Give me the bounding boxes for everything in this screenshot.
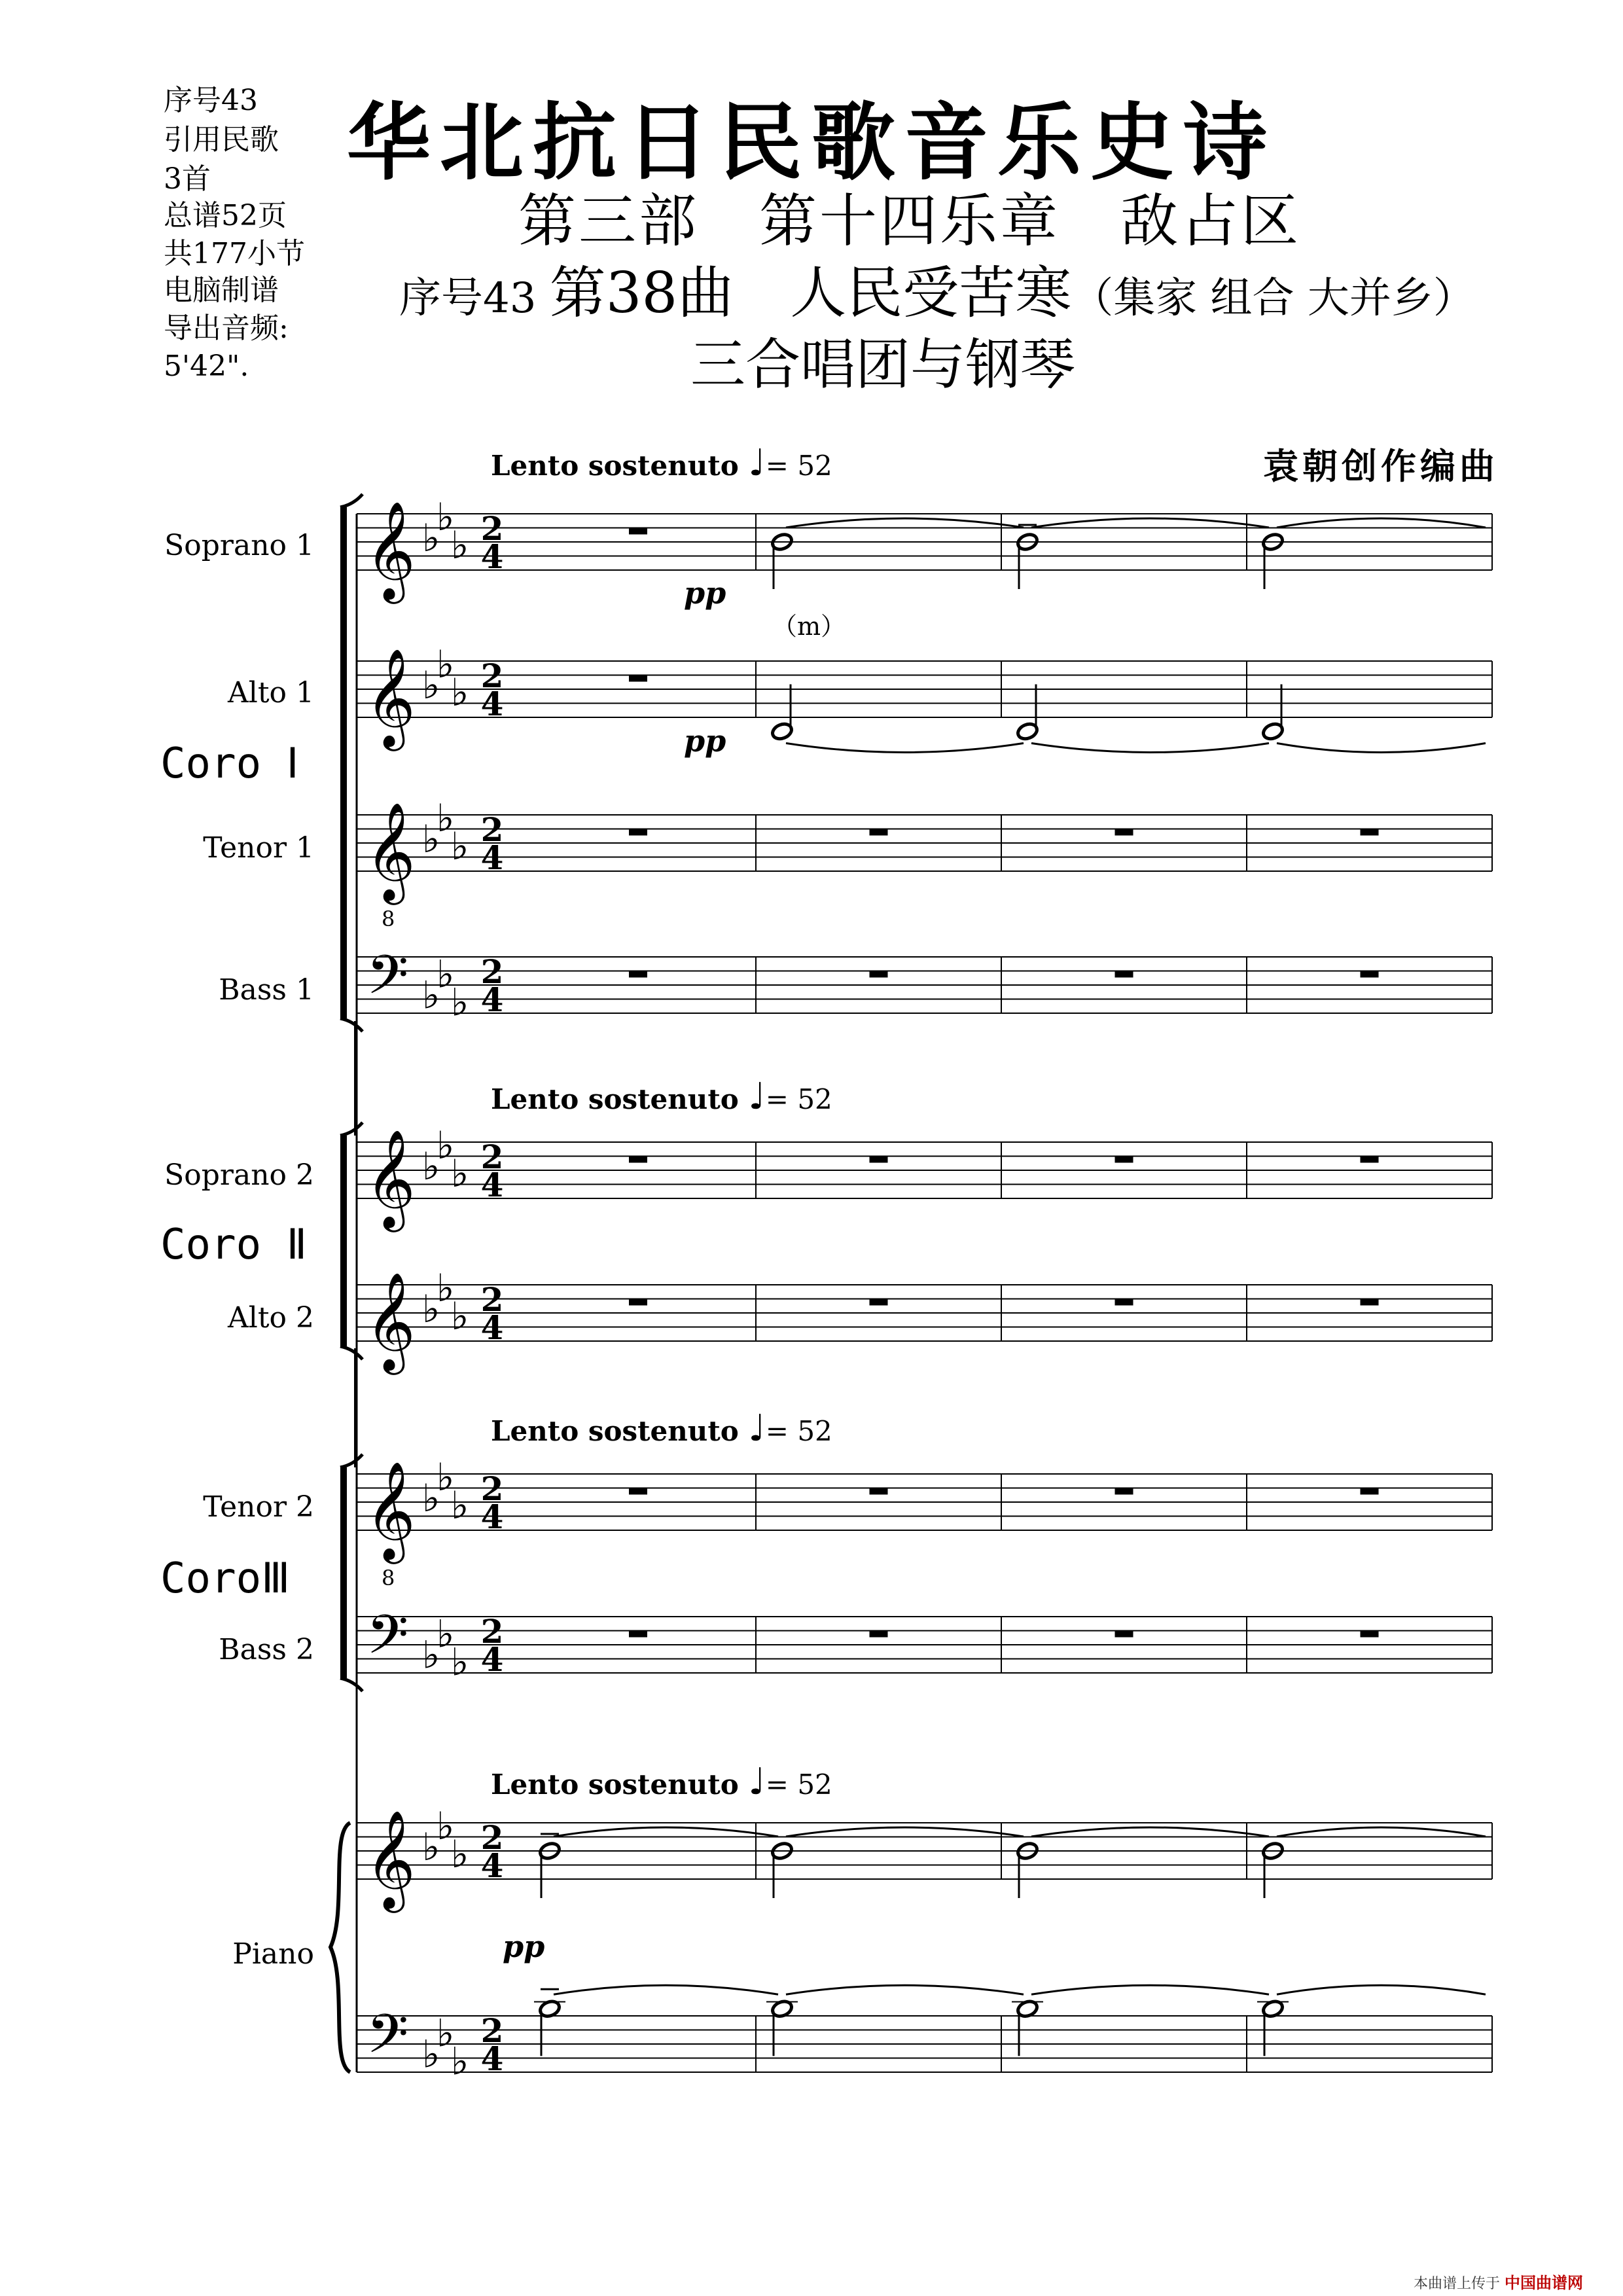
- treble-clef-icon: 𝄞: [365, 1809, 416, 1909]
- whole-rest: [629, 971, 647, 978]
- tie: [786, 518, 1024, 528]
- piano-brace: [330, 1823, 350, 2072]
- tie: [554, 1827, 778, 1837]
- bracket-hook: [340, 1018, 363, 1031]
- whole-rest: [1115, 1299, 1133, 1306]
- flat-icon: ♭: [451, 522, 469, 567]
- footer-watermark: [1414, 2270, 1583, 2293]
- piece-title: 第38曲 人民受苦寒: [549, 260, 1072, 326]
- whole-rest: [870, 1488, 888, 1495]
- whole-rest: [629, 1488, 647, 1495]
- whole-rest: [1361, 971, 1379, 978]
- bass-clef-icon: 𝄢: [366, 2002, 409, 2079]
- piece-number: 序号43: [399, 274, 537, 323]
- score-marks: [330, 494, 1486, 2083]
- flat-icon: ♭: [422, 1632, 440, 1677]
- group-bracket: [340, 1467, 347, 1678]
- tie: [554, 1985, 778, 1994]
- instrument-label-alto2: Alto 2: [228, 1301, 314, 1335]
- tie: [786, 744, 1024, 753]
- quarter-note-icon: ♩: [748, 1407, 766, 1450]
- time-signature-denominator: 4: [480, 1846, 504, 1885]
- tempo-text: Lento sostenuto: [491, 1083, 739, 1115]
- whole-rest: [870, 1157, 888, 1163]
- tempo-mm: = 52: [765, 1083, 832, 1115]
- whole-rest: [870, 829, 888, 836]
- treble-clef-icon: 𝄞: [365, 647, 416, 747]
- whole-rest: [629, 829, 647, 836]
- time-signature-denominator: 4: [480, 1640, 504, 1679]
- info-line: 总谱52页: [164, 199, 287, 232]
- flat-icon: ♭: [422, 1476, 440, 1520]
- flat-icon: ♭: [437, 641, 455, 687]
- whole-rest: [1115, 1488, 1133, 1495]
- instrument-label-tenor1: Tenor 1: [203, 831, 314, 865]
- whole-rest: [870, 971, 888, 978]
- whole-rest: [629, 1631, 647, 1638]
- flat-icon: ♭: [437, 1803, 455, 1848]
- info-line: 引用民歌: [164, 123, 279, 156]
- dynamic-marking: pp: [684, 575, 726, 611]
- instrument-label-soprano2: Soprano 2: [164, 1158, 314, 1192]
- quarter-note-icon: ♩: [748, 442, 766, 484]
- lyric-text: （m）: [772, 612, 846, 641]
- group-bracket: [340, 507, 347, 1018]
- tie: [786, 1827, 1024, 1837]
- whole-rest: [1115, 829, 1133, 836]
- flat-icon: ♭: [422, 2032, 440, 2077]
- footer-brand: 中国曲谱网: [1505, 2274, 1584, 2292]
- octave-mark: 8: [382, 906, 395, 931]
- time-signature-denominator: 4: [480, 838, 504, 877]
- time-signature-denominator: 4: [480, 2039, 504, 2078]
- treble-clef-icon: 𝄞: [365, 1460, 416, 1560]
- flat-icon: ♭: [422, 817, 440, 861]
- whole-rest: [629, 675, 647, 682]
- dynamic-marking: pp: [684, 723, 726, 759]
- time-signature-numerator: 2: [480, 656, 504, 695]
- whole-rest: [1361, 1631, 1379, 1638]
- time-signature-numerator: 2: [480, 2011, 504, 2050]
- flat-icon: ♭: [437, 1265, 455, 1310]
- time-signature-numerator: 2: [480, 509, 504, 548]
- whole-rest: [1115, 971, 1133, 978]
- time-signature-numerator: 2: [480, 1612, 504, 1651]
- instrument-label-piano: Piano: [232, 1937, 314, 1971]
- instrument-label-bass1: Bass 1: [219, 973, 314, 1007]
- flat-icon: ♭: [422, 516, 440, 560]
- group-label-coro2: Coro Ⅱ: [160, 1221, 308, 1269]
- treble-clef-icon: 𝄞: [365, 801, 416, 901]
- flat-icon: ♭: [451, 670, 469, 715]
- bracket-hook: [340, 1122, 363, 1136]
- tie: [1277, 744, 1486, 753]
- info-line: 导出音频:: [164, 312, 289, 345]
- tie: [1031, 1827, 1269, 1837]
- time-signature-denominator: 4: [480, 1166, 504, 1204]
- group-label-coro1: Coro Ⅰ: [160, 740, 299, 788]
- dynamic-marking: pp: [503, 1929, 545, 1964]
- group-bracket: [340, 1136, 347, 1346]
- tempo-text: Lento sostenuto: [491, 450, 739, 482]
- treble-clef-icon: 𝄞: [365, 1128, 416, 1228]
- composer-credit: 袁朝创作编曲: [1263, 446, 1499, 487]
- flat-icon: ♭: [437, 494, 455, 539]
- time-signature-numerator: 2: [480, 1469, 504, 1508]
- whole-rest: [870, 1299, 888, 1306]
- tie: [786, 1985, 1024, 1994]
- instrument-label-alto1: Alto 1: [228, 676, 314, 709]
- info-line: 3首: [164, 162, 211, 196]
- quarter-note-icon: ♩: [748, 1761, 766, 1803]
- tempo-text: Lento sostenuto: [491, 1415, 739, 1447]
- subtitle-ensemble: 三合唱团与钢琴: [690, 332, 1076, 397]
- flat-icon: ♭: [422, 663, 440, 708]
- whole-rest: [1361, 829, 1379, 836]
- flat-icon: ♭: [451, 1482, 469, 1528]
- info-line: 序号43: [164, 84, 258, 117]
- bracket-hook: [340, 1454, 363, 1467]
- flat-icon: ♭: [437, 2011, 455, 2056]
- instrument-label-tenor2: Tenor 2: [203, 1490, 314, 1524]
- time-signature-denominator: 4: [480, 1498, 504, 1536]
- flat-icon: ♭: [451, 980, 469, 1025]
- quarter-note-icon: ♩: [748, 1075, 766, 1118]
- info-line: 5'42".: [164, 350, 249, 383]
- flat-icon: ♭: [422, 1287, 440, 1331]
- tie: [1031, 1985, 1269, 1994]
- flat-icon: ♭: [437, 1122, 455, 1168]
- whole-rest: [1361, 1299, 1379, 1306]
- whole-rest: [1115, 1157, 1133, 1163]
- flat-icon: ♭: [451, 1151, 469, 1196]
- footer-text: 本曲谱上传于: [1414, 2276, 1501, 2292]
- tempo-text: Lento sostenuto: [491, 1768, 739, 1801]
- tie: [1277, 1985, 1486, 1994]
- whole-rest: [629, 1157, 647, 1163]
- time-signature-denominator: 4: [480, 685, 504, 723]
- flat-icon: ♭: [451, 2039, 469, 2084]
- tie: [1031, 744, 1269, 753]
- flat-icon: ♭: [451, 1293, 469, 1338]
- time-signature-numerator: 2: [480, 810, 504, 849]
- flat-icon: ♭: [451, 1831, 469, 1876]
- bracket-hook: [340, 494, 363, 507]
- info-line: 共177小节: [164, 237, 305, 270]
- instrument-label-bass2: Bass 2: [219, 1633, 314, 1666]
- whole-rest: [1361, 1488, 1379, 1495]
- flat-icon: ♭: [451, 823, 469, 869]
- staves: [357, 514, 1492, 2072]
- subtitle-part: 第三部 第十四乐章 敌占区: [518, 187, 1301, 255]
- flat-icon: ♭: [437, 795, 455, 840]
- treble-clef-icon: 𝄞: [365, 500, 416, 600]
- tie: [1277, 518, 1486, 528]
- flat-icon: ♭: [437, 1454, 455, 1499]
- time-signature-numerator: 2: [480, 1280, 504, 1319]
- time-signature-denominator: 4: [480, 537, 504, 576]
- bracket-hook: [340, 1678, 363, 1691]
- tie: [1277, 1827, 1486, 1837]
- whole-rest: [1115, 1631, 1133, 1638]
- tie: [1031, 518, 1269, 528]
- octave-mark: 8: [382, 1566, 395, 1590]
- bracket-hook: [340, 1346, 363, 1359]
- tempo-mm: = 52: [765, 450, 832, 482]
- bass-clef-icon: 𝄢: [366, 943, 409, 1020]
- treble-clef-icon: 𝄞: [365, 1271, 416, 1371]
- tempo-mm: = 52: [765, 1415, 832, 1447]
- flat-icon: ♭: [451, 1640, 469, 1685]
- flat-icon: ♭: [437, 1611, 455, 1657]
- whole-rest: [870, 1631, 888, 1638]
- whole-rest: [629, 528, 647, 535]
- whole-rest: [1361, 1157, 1379, 1163]
- flat-icon: ♭: [422, 973, 440, 1018]
- flat-icon: ♭: [437, 952, 455, 997]
- instrument-label-soprano1: Soprano 1: [164, 529, 314, 562]
- main-title: 华北抗日民歌音乐史诗: [346, 94, 1276, 192]
- whole-rest: [629, 1299, 647, 1306]
- flat-icon: ♭: [422, 1825, 440, 1869]
- time-signature-denominator: 4: [480, 1308, 504, 1347]
- time-signature-numerator: 2: [480, 1818, 504, 1857]
- time-signature-denominator: 4: [480, 980, 504, 1019]
- bass-clef-icon: 𝄢: [366, 1603, 409, 1679]
- time-signature-numerator: 2: [480, 1138, 504, 1176]
- tempo-mm: = 52: [765, 1768, 832, 1801]
- time-signature-numerator: 2: [480, 952, 504, 991]
- piece-note: （集家 组合 大并乡）: [1071, 274, 1475, 323]
- info-line: 电脑制谱: [164, 274, 279, 307]
- group-label-coro3: CoroⅢ: [160, 1554, 291, 1603]
- flat-icon: ♭: [422, 1144, 440, 1189]
